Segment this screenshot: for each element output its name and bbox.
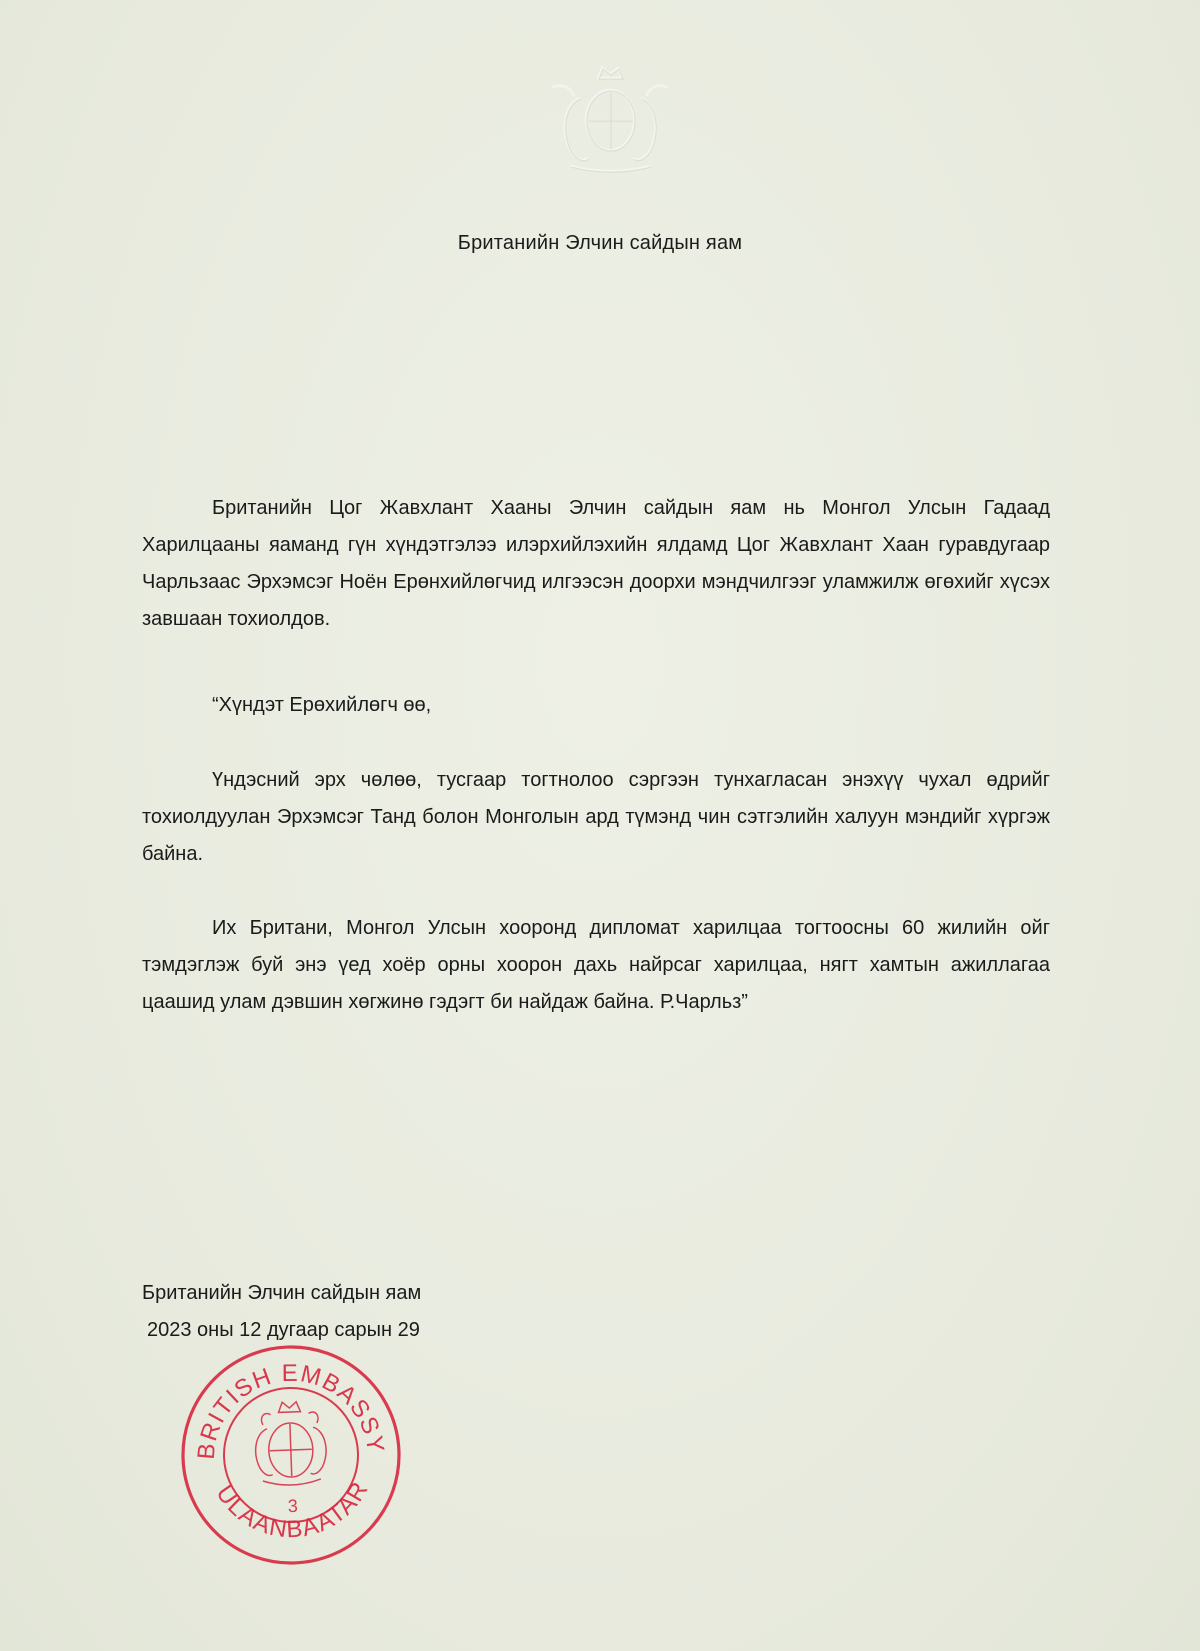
royal-coat-of-arms-icon — [254, 1401, 327, 1486]
letter-paragraph-3 — [142, 910, 1050, 1021]
paragraph-2-text: Үндэсний эрх чөлөө, тусгаар тогтнолоо сэргээн тунхагласан энэхүү чухал өдрийг тохиолдуулан Эрхэмсэг Танд болон Монголын ард түмэнд чин сэтгэлийн халуун мэндийг хүргэж байна. — [142, 769, 1050, 865]
stamp-bottom-text: ULAANBAATAR — [210, 1476, 375, 1544]
letter-paragraph-1 — [142, 490, 1050, 638]
paragraph-3-text: Их Британи, Монгол Улсын хооронд дипломат харилцаа тогтоосны 60 жилийн ойг тэмдэглэж буй энэ үед хоёр орны хоорон дахь найрсаг харилцаа, нягт хамтын ажиллагаа цаашид улам дэвшин хөгжинө гэдэгт би найдаж байна. Р.Чарльз” — [142, 917, 1050, 1013]
embassy-heading: Британийн Элчин сайдын яам — [457, 232, 743, 254]
royal-coat-of-arms-emboss-icon — [540, 58, 680, 176]
sender-name: Британийн Элчин сайдын яам — [142, 1282, 422, 1304]
stamp-top-text: BRITISH EMBASSY — [192, 1359, 390, 1461]
letter-paragraph-2 — [142, 762, 1050, 873]
embassy-stamp — [172, 1336, 410, 1574]
paragraph-1-text: Британийн Цог Жавхлант Хааны Элчин сайдын яам нь Монгол Улсын Гадаад Харилцааны яаманд гүн хүндэтгэлээ илэрхийлэхийн ялдамд Цог Жавхлант Хаан гуравдугаар Чарльзаас Эрхэмсэг Ноён Ерөнхийлөгчид илгээсэн доорхи мэндчилгээг уламжилж өгөхийг хүсэх завшаан тохиолдов. — [142, 497, 1050, 630]
stamp-number: 3 — [287, 1495, 299, 1517]
letter-date: 2023 оны 12 дугаар сарын 29 — [147, 1319, 420, 1341]
letter-salutation: “Хүндэт Ерөхийлөгч өө, — [212, 694, 432, 716]
